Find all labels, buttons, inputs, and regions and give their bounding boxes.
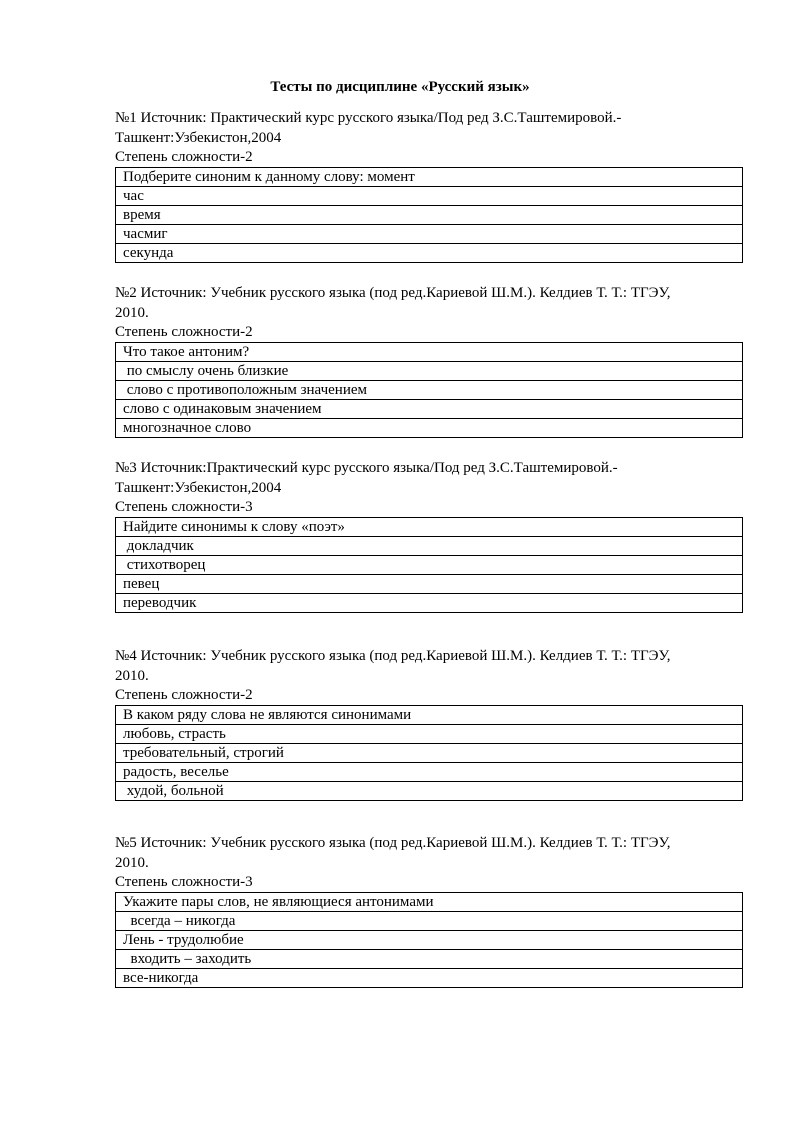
answer-option: всегда – никогда xyxy=(116,912,743,931)
source-line-1: №3 Источник:Практический курс русского языка/Под ред З.С.Таштемировой.- xyxy=(115,460,618,476)
question-row xyxy=(116,893,743,912)
question-row xyxy=(116,706,743,725)
question-block-3 xyxy=(115,458,743,613)
difficulty-level: Степень сложности-2 xyxy=(115,324,253,340)
answer-option: худой, больной xyxy=(116,782,743,801)
answer-row xyxy=(116,537,743,556)
source-line-1: №2 Источник: Учебник русского языка (под ред.Кариевой Ш.М.). Келдиев Т. Т.: ТГЭУ, xyxy=(115,285,671,301)
answer-option: докладчик xyxy=(116,537,743,556)
answer-row xyxy=(116,912,743,931)
source-line-2: 2010. xyxy=(115,855,149,871)
difficulty-level: Степень сложности-3 xyxy=(115,874,253,890)
answer-option: час xyxy=(116,187,743,206)
question-table xyxy=(115,705,743,801)
answer-row xyxy=(116,244,743,263)
answer-option: слово с одинаковым значением xyxy=(116,400,743,419)
answer-row xyxy=(116,206,743,225)
answer-row xyxy=(116,225,743,244)
document-title: Тесты по дисциплине «Русский язык» xyxy=(270,79,530,95)
answer-option: стихотворец xyxy=(116,556,743,575)
difficulty-level: Степень сложности-3 xyxy=(115,499,253,515)
answer-row xyxy=(116,950,743,969)
source-line-2: Ташкент:Узбекистон,2004 xyxy=(115,480,282,496)
answer-option: певец xyxy=(116,575,743,594)
answer-row xyxy=(116,782,743,801)
question-source xyxy=(115,646,743,686)
question-block-1 xyxy=(115,108,743,263)
question-table xyxy=(115,342,743,438)
question-text: В каком ряду слова не являются синонимами xyxy=(116,706,743,725)
answer-row xyxy=(116,187,743,206)
question-table xyxy=(115,892,743,988)
question-text: Что такое антоним? xyxy=(116,343,743,362)
answer-row xyxy=(116,725,743,744)
answer-row xyxy=(116,969,743,988)
source-line-1: №5 Источник: Учебник русского языка (под ред.Кариевой Ш.М.). Келдиев Т. Т.: ТГЭУ, xyxy=(115,835,671,851)
answer-option: радость, веселье xyxy=(116,763,743,782)
source-line-1: №4 Источник: Учебник русского языка (под ред.Кариевой Ш.М.). Келдиев Т. Т.: ТГЭУ, xyxy=(115,648,671,664)
answer-row xyxy=(116,381,743,400)
answer-option: часмиг xyxy=(116,225,743,244)
answer-row xyxy=(116,419,743,438)
question-source xyxy=(115,283,743,323)
answer-option: многозначное слово xyxy=(116,419,743,438)
question-table xyxy=(115,167,743,263)
question-source xyxy=(115,833,743,873)
answer-row xyxy=(116,763,743,782)
question-block-4 xyxy=(115,646,743,801)
answer-row xyxy=(116,556,743,575)
difficulty-level: Степень сложности-2 xyxy=(115,149,253,165)
answer-option: требовательный, строгий xyxy=(116,744,743,763)
question-block-2 xyxy=(115,283,743,438)
question-row xyxy=(116,168,743,187)
answer-option: все-никогда xyxy=(116,969,743,988)
question-text: Подберите синоним к данному слову: момент xyxy=(116,168,743,187)
question-row xyxy=(116,518,743,537)
question-text: Укажите пары слов, не являющиеся антонимами xyxy=(116,893,743,912)
question-text: Найдите синонимы к слову «поэт» xyxy=(116,518,743,537)
answer-option: любовь, страсть xyxy=(116,725,743,744)
answer-option: Лень - трудолюбие xyxy=(116,931,743,950)
answer-row xyxy=(116,362,743,381)
answer-option: входить – заходить xyxy=(116,950,743,969)
question-table xyxy=(115,517,743,613)
source-line-2: 2010. xyxy=(115,305,149,321)
question-block-5 xyxy=(115,833,743,988)
answer-option: переводчик xyxy=(116,594,743,613)
source-line-2: 2010. xyxy=(115,668,149,684)
answer-option: слово с противоположным значением xyxy=(116,381,743,400)
answer-option: по смыслу очень близкие xyxy=(116,362,743,381)
answer-row xyxy=(116,744,743,763)
source-line-2: Ташкент:Узбекистон,2004 xyxy=(115,130,282,146)
question-source xyxy=(115,108,743,148)
answer-option: секунда xyxy=(116,244,743,263)
answer-option: время xyxy=(116,206,743,225)
answer-row xyxy=(116,400,743,419)
answer-row xyxy=(116,594,743,613)
answer-row xyxy=(116,575,743,594)
source-line-1: №1 Источник: Практический курс русского языка/Под ред З.С.Таштемировой.- xyxy=(115,110,622,126)
difficulty-level: Степень сложности-2 xyxy=(115,687,253,703)
question-source xyxy=(115,458,743,498)
answer-row xyxy=(116,931,743,950)
question-row xyxy=(116,343,743,362)
